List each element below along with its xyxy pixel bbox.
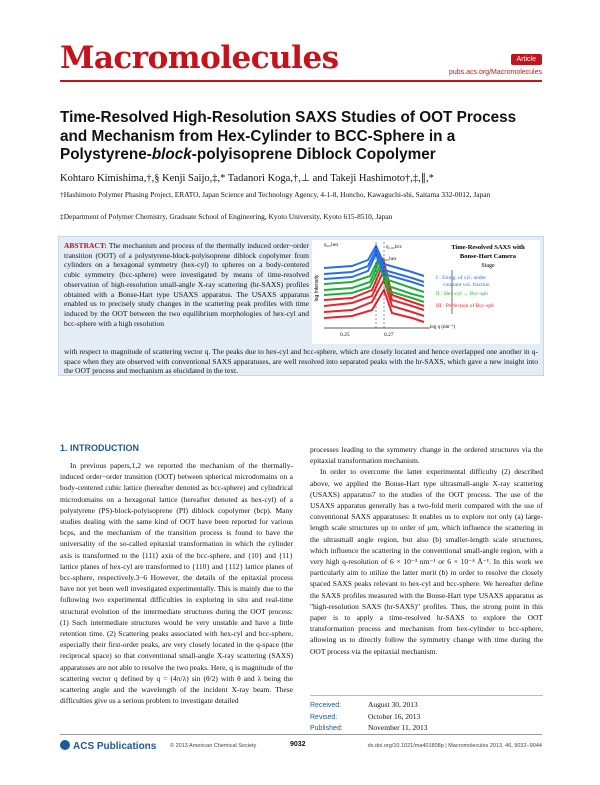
- doi-link[interactable]: dx.doi.org/10.1021/ma401808p | Macromolecules 2013, 46, 9032−9044: [367, 743, 542, 749]
- toc-stage3-label: III : Perfection of Bcc-sph: [436, 303, 494, 309]
- toc-title-line1: Time-Resolved SAXS with: [451, 244, 525, 251]
- article-title: Time-Resolved High-Resolution SAXS Studies of OOT Process and Mechanism from Hex-Cylinder to BCC-Sphere in a Polystyrene-block-polyisoprene Diblock Copolymer: [60, 109, 517, 163]
- toc-title-line2: Bonse-Hart Camera: [459, 253, 517, 260]
- header-divider: [60, 80, 542, 82]
- toc-q-hex-label: q₁₀,hex: [324, 243, 339, 248]
- toc-q-bcc-label: q₁₁₀,bcc: [386, 245, 402, 250]
- abstract-text-part1: ABSTRACT: The mechanism and process of the thermally induced order−order transition (OOT) of a polystyrene-block-polyisoprene diblock copolymer from cylinders on a hexagonal symmetry (hex-cyl) to spheres on a body-centered cubic symmetry (bcc-sphere) were investigated by means of time-resolved observation of high-resolution small-angle X-ray scattering (hr-SAXS) profiles obtained with a Bonse-Hart type USAXS apparatus. The USAXS apparatus enabled us to precisely study changes in the scattering peak profiles with time induced by the OOT between the two equilibrium morphologies of hex-cyl and bcc-sphere with a high resolution: [64, 241, 309, 328]
- journal-logo: Macromolecules: [60, 40, 339, 76]
- toc-tick-2: 0.27: [384, 332, 394, 338]
- affiliation-1: †Hashimoto Polymer Phasing Project, ERATO, Japan Science and Technology Agency, 4-1-8, Honcho, Kawaguchi-shi, Saitama 332-0012, Japan: [60, 190, 491, 199]
- toc-q-hex2-label: q₁₀,hex: [382, 257, 397, 262]
- article-type-badge: Article: [511, 54, 542, 65]
- page-number: 9032: [290, 741, 306, 748]
- abstract-text-part2: with respect to magnitude of scattering vector q. The peaks due to hex-cyl and bcc-sphere, which are closely located and hence overlapped one another in q-space when they are observed with conventional SAXS apparatuses, are well resolved into separated peaks with the hr-SAXS, which gave a new insight into the OOT process and mechanism as elucidated in the text.: [64, 347, 538, 376]
- body-column-left: [60, 460, 293, 706]
- journal-url-link[interactable]: pubs.acs.org/Macromolecules: [449, 69, 542, 76]
- toc-stage-label: Stage: [481, 263, 495, 269]
- body-column-right: [310, 444, 543, 657]
- paragraph: processes leading to the symmetry change in the ordered structures via the epitaxial transformation mechanism.: [310, 445, 543, 466]
- toc-ylabel: log Intensity: [314, 274, 320, 302]
- section-heading-introduction: 1. INTRODUCTION: [60, 443, 140, 453]
- toc-xlabel: log q (nm⁻¹): [430, 325, 456, 330]
- toc-graphic: [312, 240, 540, 344]
- publication-dates: [310, 695, 543, 735]
- footer-divider: [60, 734, 542, 735]
- toc-tick-1: 0.25: [340, 332, 350, 338]
- toc-stage2-label: II : Hex-cyl → Bcc-sph: [436, 291, 488, 297]
- acs-logo-icon: [60, 740, 70, 750]
- date-revised: Revised: October 16, 2013: [310, 711, 421, 721]
- date-received: Received: August 30, 2013: [310, 700, 418, 709]
- paragraph: In order to overcome the latter experimental difficulty (2) described above, we applied the Bonse-Hart type ultrasmall-angle X-ray scattering (USAXS) apparatus7 to the studies of the OOT process. The use of the USAXS apparatus generally has a two-fold merit compared with the use of conventional SAXS apparatuses: It enables us to explore not only (a) large-length scale structures up to order of μm, which influence the scattering in the ultrasmall angle region, but also (b) smaller-length scale structures, which influence the scattering in the conventional small-angle region, with a very high q-resolution of 6 × 10⁻³ nm⁻¹ or 6 × 10⁻⁴ Å⁻¹. In this work we particularly aim to utilize the latter merit (b) in order to resolve the closely spaced SAXS peaks relevant to hex-cyl and bcc-sphere. We hereafter define the SAXS profiles measured with the Bonse-Hart type USAXS apparatus as "high-resolution SAXS (hr-SAXS)" profiles. Thus, the strong point in this paper is to apply a time-resolved hr-SAXS to explore the OOT transformation process and mechanism from hex-cylinder to bcc-sphere, allowing us to directly follow the symmetry change with time during the OOT process via the epitaxial mechanism.: [310, 467, 543, 656]
- author-list: Kohtaro Kimishima,†,§ Kenji Saijo,‡,* Tadanori Koga,†,⊥ and Takeji Hashimoto†,‡,∥,*: [60, 173, 434, 184]
- toc-stage1-line2: constant vol. fraction: [443, 282, 490, 288]
- publisher-logo[interactable]: ACS Publications: [60, 740, 156, 752]
- copyright-notice: © 2013 American Chemical Society: [170, 743, 257, 749]
- date-published: Published: November 11, 2013: [310, 723, 428, 732]
- abstract-label: ABSTRACT:: [64, 241, 107, 250]
- paragraph: In previous papers,1,2 we reported the mechanism of the thermally-induced order−order transition (OOT) between spherical microdomains on a body-centered cubic lattice (hereafter denoted as bcc-sphere) and cylindrical microdomains on a hexagonal lattice (hereafter denoted as hex-cyl) of a polystyrene (PS)-block-polyisoprene (PI) diblock copolymer (bcp). Many studies dealing with the same kind of OOT have been reported for various bcps, and the mechanism of the transition process is found to have the universality of the so-called epitaxial transformation in which the cylinder axis is transformed to the ⟨111⟩ axis of the bcc-sphere, and {10} and {11} lattice planes of hex-cyl are transformed to {110} and {112} lattice planes of bcc-sphere, respectively.3−6 However, the details of the epitaxial process have not yet been well investigated experimentally. This is mainly due to the following two experimental difficulties in exploring in situ and real-time structural evolution of the intermediate structures during the OOT process: (1) Such intermediate structures would be very unstable and have a little retention time. (2) Scattering peaks associated with hex-cyl and bcc-sphere, especially their first-order peaks, are very closely located in the q-space (the reciprocal space) so that conventional small-angle X-ray scattering (SAXS) apparatuses are not able to resolve the two peaks. Here, q is magnitude of the scattering vector q defined by q = (4π/λ) sin (θ/2) with θ and λ being the scattering angle and the wavelength of the incident X-ray beam. These difficulties give us a serious problem to investigate detailed: [60, 461, 293, 706]
- toc-stage1-line1: I : Elong. of cyl. under: [436, 275, 486, 281]
- affiliation-2: ‡Department of Polymer Chemistry, Graduate School of Engineering, Kyoto University, Kyoto 615-8510, Japan: [60, 212, 393, 221]
